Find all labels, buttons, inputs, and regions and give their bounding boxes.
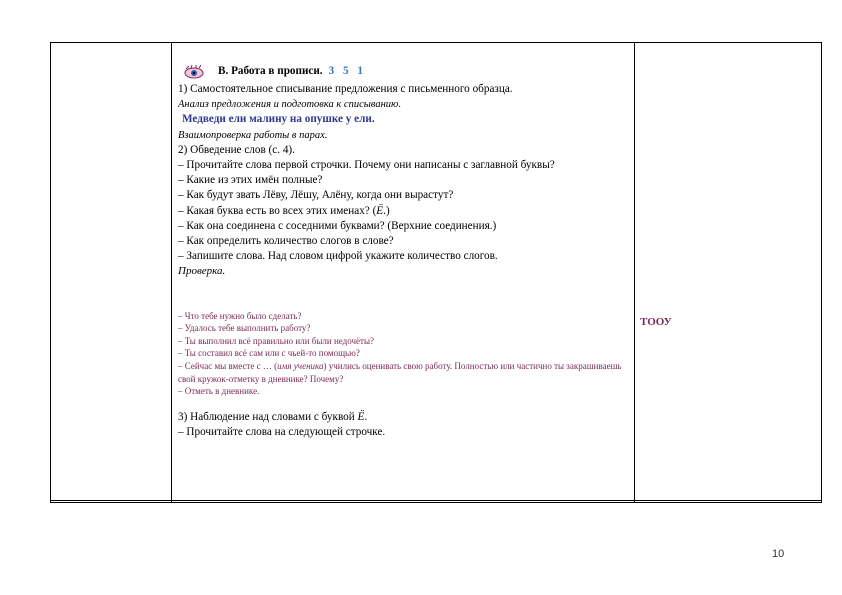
page-number: 10 (772, 548, 785, 560)
line-5: 2) Обведение слов (с. 4). (178, 143, 295, 156)
line-8: – Как будут звать Лёву, Лёшу, Алёну, когда они вырастут? (178, 189, 454, 202)
column-divider-1 (171, 43, 172, 502)
bottom-line-1-start: 3) Наблюдение над словами с буквой (178, 410, 358, 423)
reflection-1: – Что тебе нужно было сделать? (178, 310, 302, 321)
column-divider-2 (634, 43, 635, 502)
line-10: – Как она соединена с соседними буквами? (Верхние соединения.) (178, 219, 497, 232)
eye-icon (184, 65, 204, 79)
sample-sentence: Медведи ели малину на опушке у ели. (182, 113, 375, 126)
line-7: – Какие из этих имён полные? (178, 174, 323, 187)
reflection-4: – Ты составил всё сам или с чьей-то помощью? (178, 348, 360, 359)
line-9 (178, 204, 630, 219)
line-2: Анализ предложения и подготовка к списыванию. (178, 99, 402, 111)
line-9-start: – Какая буква есть во всех этих именах? ( (178, 204, 377, 217)
row-bottom-rule (51, 500, 821, 501)
reflection-5 (178, 360, 630, 385)
section-heading (178, 62, 630, 82)
line-4: Взаимопроверка работы в парах. (178, 129, 328, 141)
line-11: – Как определить количество слогов в слове? (178, 235, 394, 248)
lesson-content (178, 62, 630, 440)
reflection-5-start: – Сейчас мы вместе с … ( (178, 361, 278, 372)
bottom-line-1-letter: Ё (357, 410, 365, 423)
reflection-2: – Удалось тебе выполнить работу? (178, 323, 311, 334)
line-6: – Прочитайте слова первой строчки. Почему они написаны с заглавной буквы? (178, 159, 555, 172)
section-title: Работа в прописи. (231, 65, 323, 78)
line-9-letter: Ё (376, 204, 384, 217)
reflection-6: – Отметь в дневнике. (178, 386, 260, 397)
bottom-line-2: – Прочитайте слова на следующей строчке. (178, 426, 386, 438)
section-prefix: В. (218, 65, 229, 78)
bottom-line-1 (178, 410, 630, 425)
bottom-line-1-end: . (364, 410, 368, 423)
line-9-end: .) (383, 204, 390, 217)
section-numbers: 3 5 1 (328, 65, 363, 78)
line-13: Проверка. (178, 265, 226, 278)
line-1: 1) Самостоятельное списывание предложения с письменного образца. (178, 83, 513, 95)
line-12: – Запишите слова. Над словом цифрой укажите количество слогов. (178, 250, 498, 263)
reflection-3: – Ты выполнил всё правильно или были недочёты? (178, 335, 375, 346)
reflection-5-end: ) учились оценивать свою работу. Полностью или частично ты закрашиваешь свой кружок-отметку в дневнике? Почему? (178, 361, 622, 384)
side-label: ТООУ (640, 316, 672, 328)
reflection-5-italic: имя ученика (277, 361, 324, 372)
